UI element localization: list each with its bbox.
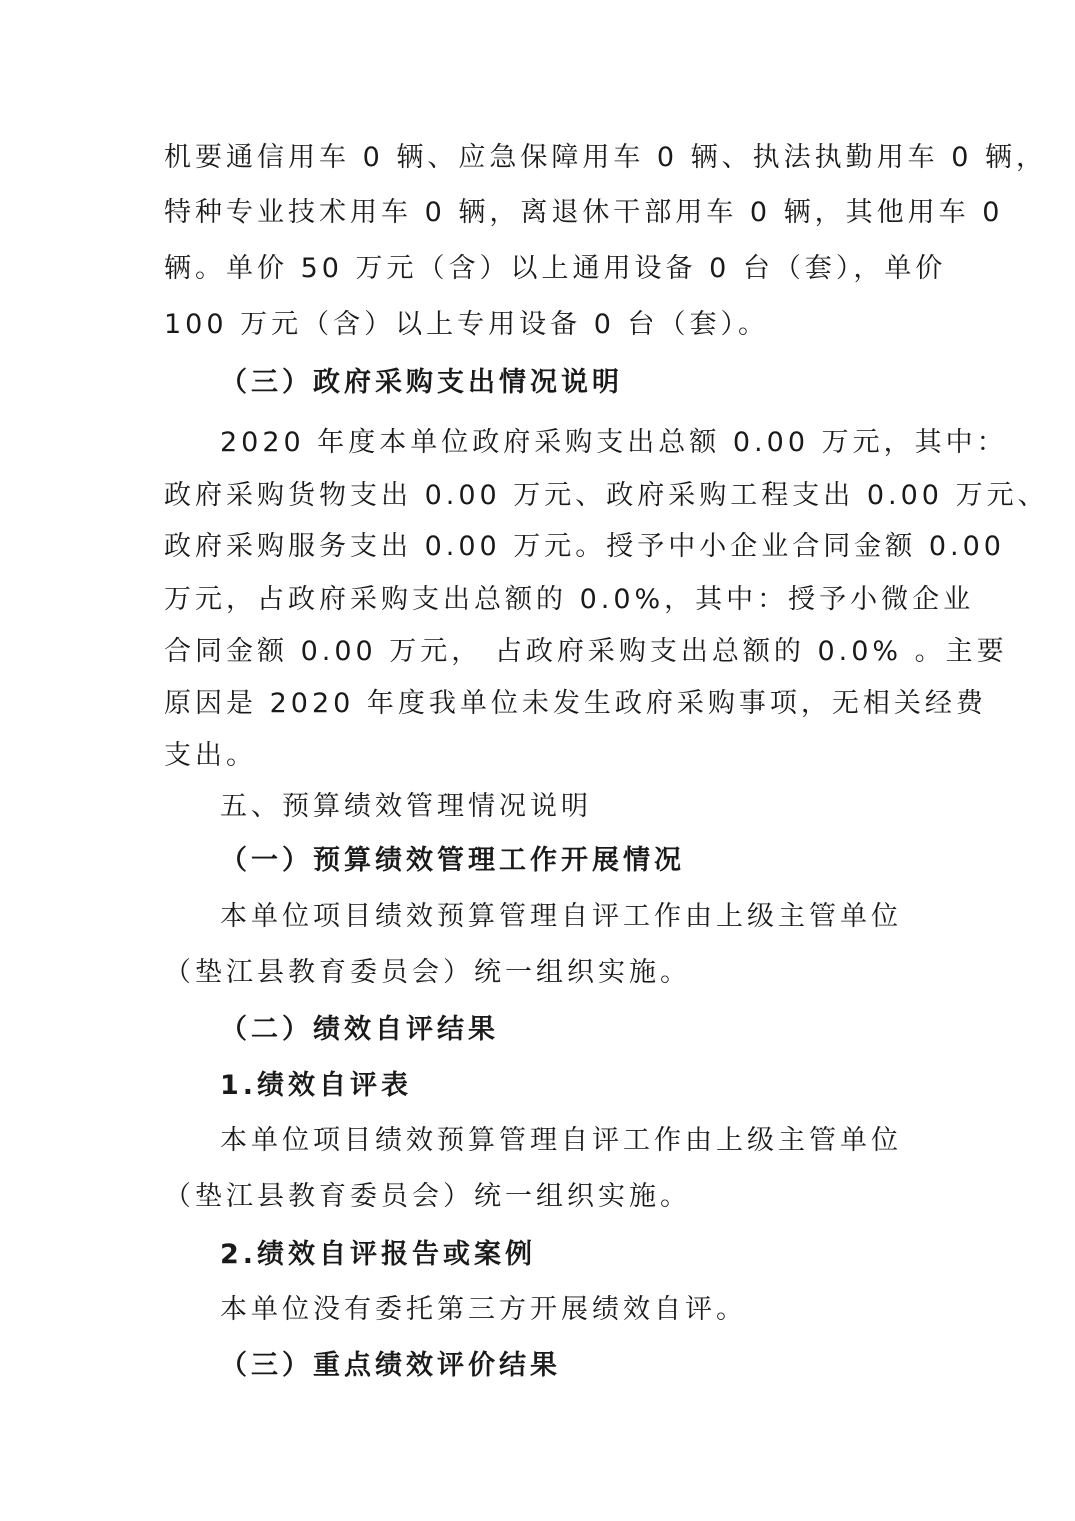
paragraph-line: 万元，占政府采购支出总额的 0.0%，其中：授予小微企业 (164, 584, 975, 615)
paragraph-line: 本单位项目绩效预算管理自评工作由上级主管单位 (220, 901, 902, 932)
paragraph-line: 机要通信用车 0 辆、应急保障用车 0 辆、执法执勤用车 0 辆， (164, 142, 1048, 173)
paragraph-line: 2020 年度本单位政府采购支出总额 0.00 万元，其中： (220, 427, 1008, 458)
section-heading: （一）预算绩效管理工作开展情况 (220, 845, 685, 876)
paragraph-line: 本单位项目绩效预算管理自评工作由上级主管单位 (220, 1125, 902, 1156)
paragraph-line: 政府采购服务支出 0.00 万元。授予中小企业合同金额 0.00 (164, 531, 1005, 562)
paragraph-line: 辆。单价 50 万元（含）以上通用设备 0 台（套），单价 (164, 253, 947, 284)
chapter-heading: 五、预算绩效管理情况说明 (220, 791, 592, 822)
paragraph-line: 原因是 2020 年度我单位未发生政府采购事项，无相关经费 (164, 688, 987, 719)
paragraph-line: 特种专业技术用车 0 辆，离退休干部用车 0 辆，其他用车 0 (164, 197, 1004, 228)
subsection-heading: 1.绩效自评表 (220, 1070, 413, 1101)
paragraph-line: 100 万元（含）以上专用设备 0 台（套）。 (164, 309, 769, 340)
paragraph-line: 合同金额 0.00 万元， 占政府采购支出总额的 0.0% 。主要 (164, 636, 1008, 667)
paragraph-line: （垫江县教育委员会）统一组织实施。 (164, 957, 691, 988)
section-heading: （二）绩效自评结果 (220, 1014, 499, 1045)
subsection-heading: 2.绩效自评报告或案例 (220, 1239, 537, 1270)
paragraph-line: 政府采购货物支出 0.00 万元、政府采购工程支出 0.00 万元、 (164, 480, 1049, 511)
paragraph-line: 本单位没有委托第三方开展绩效自评。 (220, 1294, 747, 1325)
section-heading: （三）重点绩效评价结果 (220, 1350, 561, 1381)
paragraph-line: （垫江县教育委员会）统一组织实施。 (164, 1181, 691, 1212)
paragraph-line: 支出。 (164, 740, 257, 771)
section-heading: （三）政府采购支出情况说明 (220, 367, 623, 398)
